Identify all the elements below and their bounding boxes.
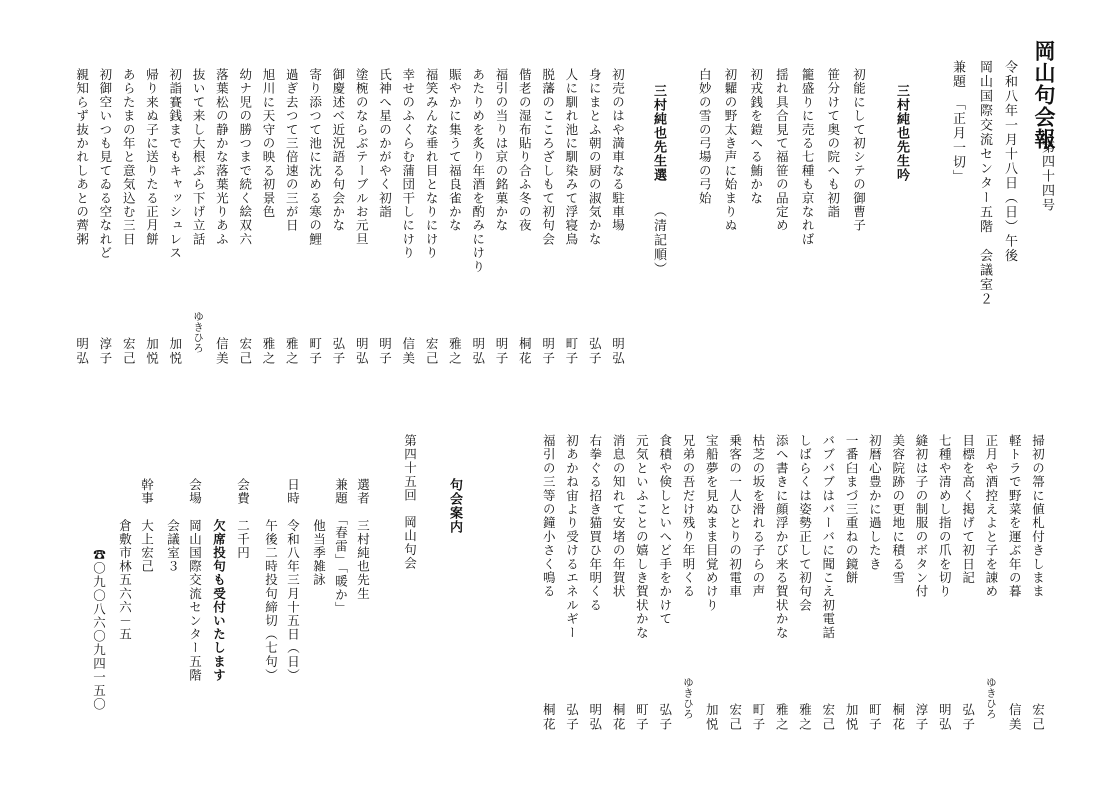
poem-author: 明子: [377, 337, 393, 366]
notice-organizer: 幹事 大上宏己: [139, 478, 155, 574]
selected-poem: 兄弟の吾だけ残り年明くる: [681, 434, 696, 599]
notice-heading: 句会案内: [447, 478, 462, 534]
selected-poem: 帰り来ぬ子に送りたる正月餅: [144, 68, 160, 247]
selected-poem: 目標を高く掲げて初日記: [960, 434, 976, 585]
poem-author: 桐花: [611, 703, 627, 732]
poem-author: 弘子: [587, 337, 603, 366]
poem-author: 桐花: [541, 703, 557, 732]
selected-poem: 右拳ぐる招き猫買ひ年明くる: [587, 434, 603, 613]
teacher-poem: 笹分けて奥の院へも初詣: [825, 68, 841, 219]
notice-selector: 選者 三村純也先生: [355, 478, 371, 601]
poem-author: 信美: [214, 337, 230, 366]
selected-poem: 福引の三等の鐘小さく鳴る: [541, 434, 557, 599]
selection-note: （清記順）: [651, 204, 666, 277]
selected-poem: 正月や酒控えよと子を諌め: [983, 434, 999, 599]
poem-author: 明弘: [610, 337, 626, 366]
selected-poem: 軽トラで野菜を運ぶ年の暮: [1007, 434, 1023, 599]
selection-heading: 三村純也先生選: [651, 84, 666, 182]
selected-poem: 福引の当りは京の銘菓かな: [494, 68, 509, 233]
poem-author: ゆきひろ: [984, 677, 997, 719]
notice-deadline: 午後二時投句締切（七句）: [263, 478, 279, 682]
selected-poem: 初詣賽銭までもキャッシュレス: [167, 68, 183, 260]
poem-author: 弘子: [564, 703, 580, 732]
poem-author: 弘子: [657, 703, 673, 732]
selected-poem: 氏神へ星のかがやく初詣: [377, 68, 393, 219]
poem-author: 町子: [307, 337, 323, 366]
poem-author: 雅之: [447, 337, 463, 366]
selected-poem: 落葉松の静かな落葉光りあふ: [214, 68, 230, 247]
poem-author: 桐花: [517, 337, 533, 366]
poem-author: 町子: [563, 337, 579, 366]
meeting-venue: 岡山国際交流センター五階 会議室２: [977, 60, 992, 307]
selected-poem: 初あかね宙より受けるエネルギー: [564, 434, 580, 640]
selected-poem: 親知らず抜かれしあとの薺粥: [74, 68, 90, 247]
meeting-date: 令和八年一月十八日（日）午後: [1002, 60, 1017, 263]
selected-poem: 枯芝の坂を滑れる子らの声: [750, 434, 766, 599]
poem-author: 明子: [540, 337, 556, 366]
poem-author: 宏己: [820, 703, 836, 732]
selected-poem: 縫初は子の制服のボタン付: [914, 434, 929, 599]
notice-venue: 会場 岡山国際交流センター五階: [187, 478, 203, 682]
poem-author: 町子: [750, 703, 766, 732]
notice-date: 日時 令和八年三月十五日（日）: [285, 478, 301, 682]
poem-author: 明弘: [937, 703, 953, 732]
notice-room: 会議室３: [165, 478, 181, 574]
teacher-poem: 初能にして初シテの御曹子: [851, 68, 867, 233]
poem-author: ゆきひろ: [682, 677, 694, 719]
selected-poem: 宝船夢を見ぬまま目覚めけり: [704, 434, 720, 613]
selected-poem: 添へ書きに顔浮かび来る賀状かな: [774, 434, 790, 640]
poem-author: 桐花: [890, 703, 906, 732]
notice-absent-entry: 欠席投句も受付いたします: [211, 478, 227, 682]
selected-poem: 御慶述べ近況語る句会かな: [330, 68, 346, 233]
selected-poem: 人に馴れ池に馴染みて浮寝鳥: [563, 68, 579, 247]
poem-author: 宏己: [237, 337, 253, 366]
poem-author: 信美: [400, 337, 416, 366]
selected-poem: 旭川に天守の映る初景色: [261, 68, 276, 219]
poem-author: 町子: [867, 703, 883, 732]
poem-author: 加悦: [144, 337, 160, 366]
newsletter-title: 岡山句会報: [1032, 40, 1057, 150]
notice-phone: ☎〇九〇八六〇九四一五〇: [91, 548, 107, 712]
poem-author: 加悦: [167, 337, 183, 366]
selected-poem: 乗客の一人ひとりの初電車: [727, 434, 743, 599]
selected-poem: 偕老の湿布貼り合ふ冬の夜: [517, 68, 533, 233]
selected-poem: 塗椀のならぶテーブルお元旦: [354, 68, 370, 247]
poem-author: 明弘: [74, 337, 90, 366]
poem-author: 宏己: [1030, 703, 1046, 732]
poem-author: ゆきひろ: [192, 311, 205, 353]
selected-poem: 幼ナ児の勝つまで続く絵双六: [237, 68, 253, 247]
selected-poem: 脱藩のこころざしもて初句会: [540, 68, 556, 247]
poem-author: 明弘: [587, 703, 603, 732]
poem-author: 信美: [1007, 703, 1023, 732]
poem-author: 明弘: [354, 337, 370, 366]
selected-poem: 幸せのふくらむ蒲団干しにけり: [400, 68, 416, 260]
selected-poem: 美容院跡の更地に積る雪: [890, 434, 906, 585]
poem-author: 雅之: [284, 337, 300, 366]
selected-poem: 七種や清めし指の爪を切り: [937, 434, 953, 599]
poem-author: 明子: [494, 337, 509, 366]
poem-author: 弘子: [960, 703, 976, 732]
poem-author: 明弘: [470, 337, 486, 366]
selected-poem: 元気といふことの嬉しき賀状かな: [634, 434, 650, 640]
selected-poem: 抜いて来し大根ぶら下げ立話: [191, 68, 207, 247]
notice-theme: 兼題 「春雷」「暖か」: [333, 478, 349, 616]
poem-author: 宏己: [727, 703, 743, 732]
selected-poem: 身にまとふ朝の厨の淑気かな: [587, 68, 603, 247]
selected-poem: あたりめを炙り年酒を酌みにけり: [470, 68, 486, 274]
poem-author: 町子: [634, 703, 650, 732]
notice-theme-extra: 他当季雑詠: [311, 478, 327, 587]
teacher-poem: 初戎銭を鎧へる鮪かな: [748, 68, 764, 205]
selected-poem: 賑やかに集うて福良雀かな: [447, 68, 463, 233]
poem-author: 加悦: [844, 703, 860, 732]
poem-author: 淳子: [914, 703, 929, 732]
teacher-poems-heading: 三村純也先生吟: [894, 84, 909, 182]
selected-poem: しばらくは姿勢正して初句会: [797, 434, 813, 613]
notice-meeting-number: 第四十五回 岡山句会: [402, 434, 418, 570]
selected-poem: 寄り添つて池に沈める寒の鯉: [307, 68, 323, 247]
poem-author: 淳子: [97, 337, 113, 366]
poem-author: 雅之: [261, 337, 276, 366]
selected-poem: 過ぎ去つて三倍速の三が日: [284, 68, 300, 233]
poem-author: 宏己: [121, 337, 137, 366]
selected-poem: 初暦心豊かに過したき: [867, 434, 883, 571]
selected-poem: 福笑みんな垂れ目となりにけり: [424, 68, 440, 260]
issue-number: 第四十四号: [1039, 140, 1054, 213]
poem-author: 弘子: [330, 337, 346, 366]
selected-poem: 初御空いつも見てゐる空なれど: [97, 68, 113, 260]
teacher-poem: 初糶の野太き声に始まりぬ: [723, 68, 738, 233]
selected-poem: 消息の知れて安堵の年賀状: [611, 434, 627, 599]
poem-author: 雅之: [797, 703, 813, 732]
poem-author: 雅之: [774, 703, 790, 732]
teacher-poem: 籠盛りに売る七種も京なれば: [800, 68, 816, 247]
selected-poem: 掃初の箒に値札付きしまま: [1030, 434, 1046, 599]
poem-author: 加悦: [704, 703, 720, 732]
selected-poem: あらたまの年と意気込む三日: [121, 68, 137, 247]
teacher-poem: 白妙の雪の弓場の弓始: [697, 68, 713, 205]
selected-poem: 初売のはや満車なる駐車場: [610, 68, 626, 233]
notice-address: 倉敷市林五六六－五: [117, 478, 133, 642]
selected-poem: 食積や倹しといへど手をかけて: [657, 434, 673, 626]
notice-fee: 会費 二千円: [235, 478, 251, 560]
meeting-theme: 兼題 「正月一切」: [950, 60, 965, 184]
selected-poem: 一番臼まづ三重ねの鏡餅: [844, 434, 860, 585]
teacher-poem: 揺れ具合見て福笹の品定め: [774, 68, 790, 233]
poem-author: 宏己: [424, 337, 440, 366]
selected-poem: バブバブはバーバに聞こえ初電話: [820, 434, 836, 640]
